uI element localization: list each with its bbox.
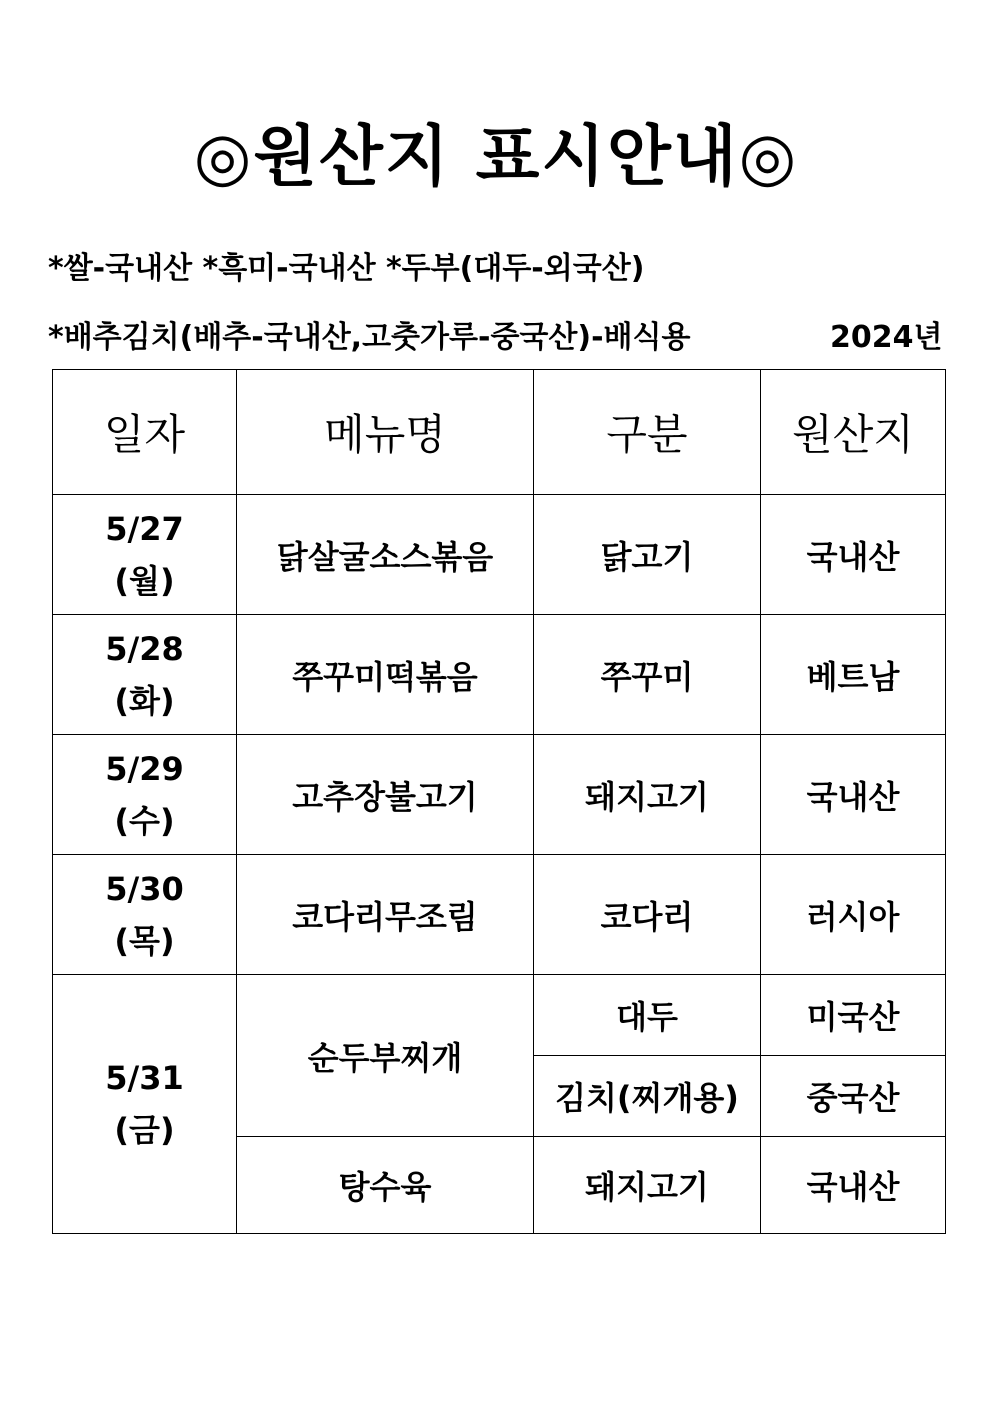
origin-cell: 미국산 [761, 975, 946, 1056]
origin-cell: 국내산 [761, 1137, 946, 1234]
category-cell: 대두 [534, 975, 761, 1056]
date-cell [53, 495, 237, 615]
origin-cell: 국내산 [761, 495, 946, 615]
date-text: 5/29 [105, 749, 184, 788]
menu-cell: 탕수육 [237, 1137, 534, 1234]
table-row [53, 615, 946, 735]
weekday-text: (월) [114, 561, 175, 600]
category-cell: 닭고기 [534, 495, 761, 615]
table-header-row [53, 370, 946, 495]
date-cell [53, 975, 237, 1234]
header-menu: 메뉴명 [237, 370, 534, 495]
year-label: 2024년 [830, 320, 943, 355]
table-row [53, 495, 946, 615]
date-text: 5/27 [105, 509, 184, 548]
origin-cell: 국내산 [761, 735, 946, 855]
menu-cell: 닭살굴소스볶음 [237, 495, 534, 615]
menu-cell: 쭈꾸미떡볶음 [237, 615, 534, 735]
date-text: 5/31 [105, 1059, 184, 1097]
category-cell: 김치(찌개용) [534, 1056, 761, 1137]
header-category: 구분 [534, 370, 761, 495]
category-cell: 쭈꾸미 [534, 615, 761, 735]
category-cell: 코다리 [534, 855, 761, 975]
category-cell: 돼지고기 [534, 735, 761, 855]
weekday-text: (화) [114, 681, 175, 720]
table-row [53, 855, 946, 975]
menu-cell: 고추장불고기 [237, 735, 534, 855]
page-title: ◎원산지 표시안내◎ [193, 118, 799, 195]
header-date: 일자 [53, 370, 237, 495]
header-origin: 원산지 [761, 370, 946, 495]
weekday-text: (수) [114, 801, 175, 840]
origin-note-kimchi: *배추김치(배추-국내산,고춧가루-중국산)-배식용 [48, 320, 691, 355]
origin-note-grains-tofu: *쌀-국내산 *흑미-국내산 *두부(대두-외국산) [48, 251, 645, 286]
table-row [53, 975, 946, 1056]
weekday-text: (금) [114, 1111, 175, 1149]
date-text: 5/30 [105, 869, 184, 908]
date-cell [53, 735, 237, 855]
origin-cell: 러시아 [761, 855, 946, 975]
menu-cell: 순두부찌개 [237, 975, 534, 1137]
category-cell: 돼지고기 [534, 1137, 761, 1234]
date-cell [53, 615, 237, 735]
origin-cell: 중국산 [761, 1056, 946, 1137]
origin-cell: 베트남 [761, 615, 946, 735]
date-text: 5/28 [105, 629, 184, 668]
date-cell [53, 855, 237, 975]
weekday-text: (목) [114, 921, 175, 960]
menu-cell: 코다리무조림 [237, 855, 534, 975]
table-row [53, 735, 946, 855]
origin-table [52, 369, 946, 1234]
